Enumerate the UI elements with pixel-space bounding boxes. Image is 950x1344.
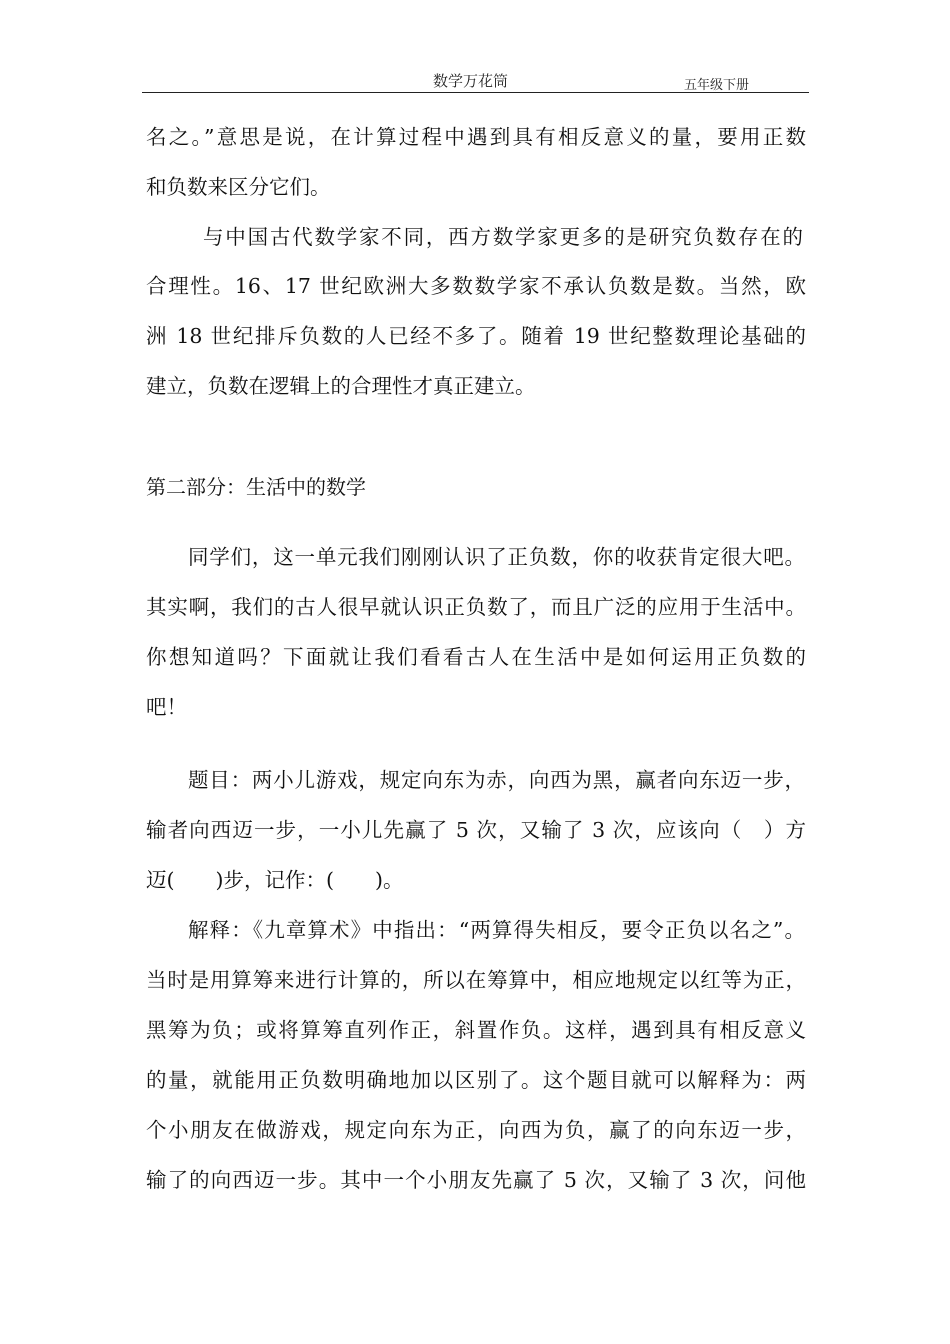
header-grade: 五年级下册 [684,78,750,93]
header-rule [142,92,809,93]
text-line: 输者向西迈一步，一小儿先赢了 5 次，又输了 3 次，应该向（ ）方 [146,818,806,842]
text-line: 当时是用算筹来进行计算的，所以在筹算中，相应地规定以红等为正， [146,968,806,992]
text-line: 解释：《九章算术》中指出：“两算得失相反，要令正负以名之”。 [188,918,805,942]
text-line: 和负数来区分它们。 [146,175,331,199]
text-line: 名之。”意思是说，在计算过程中遇到具有相反意义的量，要用正数 [146,125,806,149]
text-line: 的量，就能用正负数明确地加以区别了。这个题目就可以解释为：两 [146,1068,806,1092]
text-line: 与中国古代数学家不同，西方数学家更多的是研究负数存在的 [203,225,803,249]
section-heading: 第二部分：生活中的数学 [146,475,366,499]
text-line: 合理性。16、17 世纪欧洲大多数数学家不承认负数是数。当然，欧 [146,274,806,298]
text-line: 黑筹为负；或将算筹直列作正，斜置作负。这样，遇到具有相反意义 [146,1018,806,1042]
text-line: 建立，负数在逻辑上的合理性才真正建立。 [146,374,536,398]
text-line: 洲 18 世纪排斥负数的人已经不多了。随着 19 世纪整数理论基础的 [146,324,806,348]
text-line: 题目：两小儿游戏，规定向东为赤，向西为黑，赢者向东迈一步， [188,768,805,792]
text-line: 你想知道吗？下面就让我们看看古人在生活中是如何运用正负数的 [146,645,806,669]
text-line: 输了的向西迈一步。其中一个小朋友先赢了 5 次，又输了 3 次，问他 [146,1168,806,1192]
text-line: 迈( )步，记作：( )。 [146,868,404,892]
text-line: 个小朋友在做游戏，规定向东为正，向西为负，赢了的向东迈一步， [146,1118,806,1142]
text-line: 同学们，这一单元我们刚刚认识了正负数，你的收获肯定很大吧。 [188,545,805,569]
text-line: 其实啊，我们的古人很早就认识正负数了，而且广泛的应用于生活中。 [146,595,806,619]
header-title: 数学万花筒 [433,72,509,90]
text-line: 吧！ [146,695,187,719]
